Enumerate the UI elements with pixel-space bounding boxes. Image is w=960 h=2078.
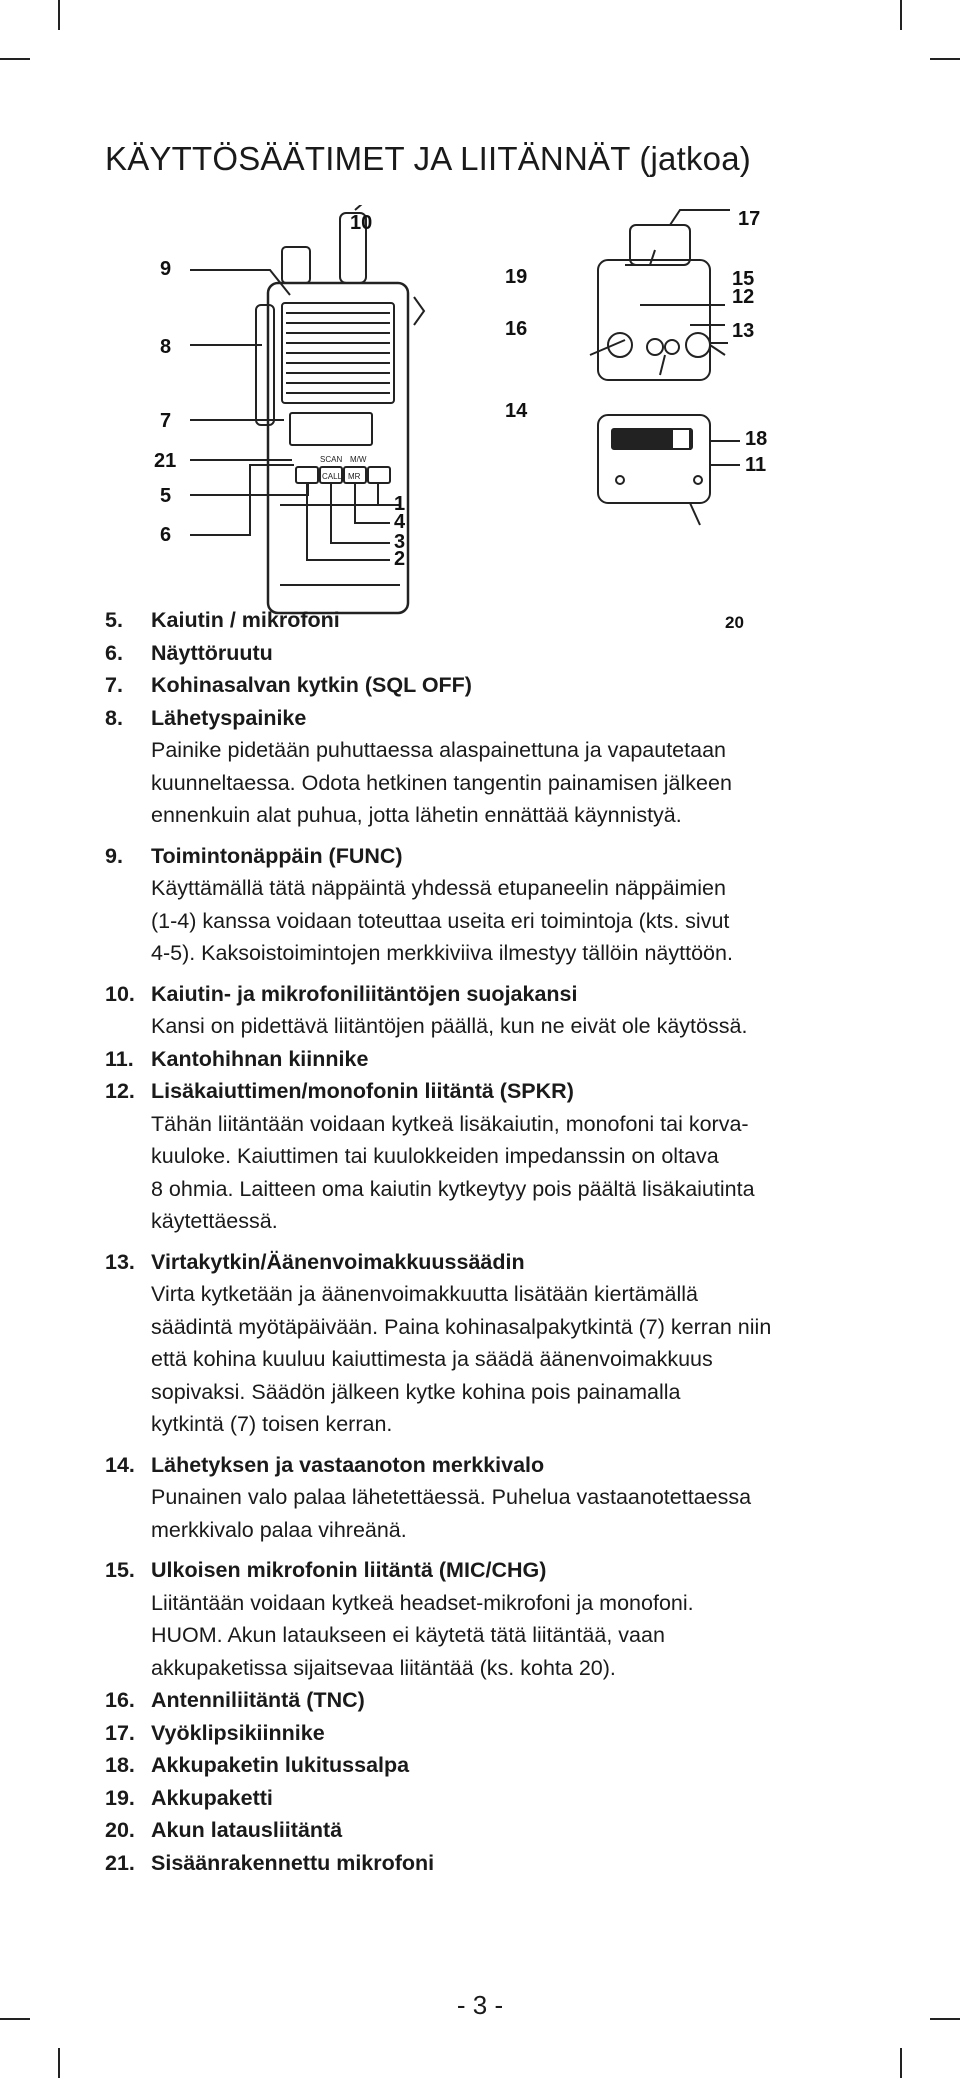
item-number: 16. xyxy=(105,1688,135,1712)
item-description-line: Punainen valo palaa lähetettäessä. Puhelua vastaanotettaessa xyxy=(151,1485,752,1509)
item-heading: Akun latausliitäntä xyxy=(151,1818,343,1842)
item-body xyxy=(151,1554,875,1684)
item-description-line: akkupaketissa sijaitsevaa liitäntää (ks. kohta 20). xyxy=(151,1655,616,1680)
item-number: 9. xyxy=(105,843,123,868)
item-heading: Akkupaketin lukitussalpa xyxy=(151,1753,410,1777)
item-body xyxy=(151,1814,875,1847)
item-number: 7. xyxy=(105,673,123,697)
crop-mark xyxy=(58,2048,60,2078)
callout-18: 18 xyxy=(745,428,768,450)
item-number: 5. xyxy=(105,608,123,632)
item-number: 14. xyxy=(105,1452,135,1477)
callout-11: 11 xyxy=(745,454,767,476)
item-body xyxy=(151,702,875,832)
list-item xyxy=(105,1684,875,1717)
callout-2: 2 xyxy=(394,548,406,570)
item-description-line: 4-5). Kaksoistoimintojen merkkiviiva ilmestyy tällöin näyttöön. xyxy=(151,941,733,965)
list-item xyxy=(105,1749,875,1782)
callout-15: 15 xyxy=(732,268,755,290)
controls-list xyxy=(105,604,875,1879)
list-item xyxy=(105,637,875,670)
callout-21: 21 xyxy=(154,450,177,472)
callout-7: 7 xyxy=(160,410,172,432)
list-item xyxy=(105,1554,875,1684)
list-item xyxy=(105,1847,875,1880)
item-heading: Lähetyspainike xyxy=(151,705,307,730)
radio-diagram xyxy=(150,205,860,645)
item-body xyxy=(151,1449,875,1547)
item-description-line: merkkivalo palaa vihreänä. xyxy=(151,1517,407,1542)
item-body xyxy=(151,637,875,670)
item-description-line: HUOM. Akun lataukseen ei käytetä tätä liitäntää, vaan xyxy=(151,1623,665,1647)
item-body xyxy=(151,1075,875,1238)
left-knob xyxy=(282,247,310,283)
radio-top-view xyxy=(598,260,710,380)
callout-20: 20 xyxy=(725,613,744,632)
item-heading: Kohinasalvan kytkin (SQL OFF) xyxy=(151,673,472,697)
crop-mark xyxy=(900,0,902,30)
item-heading: Toimintonäppäin (FUNC) xyxy=(151,843,403,868)
crop-mark xyxy=(930,58,960,60)
item-body xyxy=(151,1717,875,1750)
item-body xyxy=(151,1684,875,1717)
item-description-line: käytettäessä. xyxy=(151,1209,278,1233)
item-description-line: sopivaksi. Säädön jälkeen kytke kohina pois painamalla xyxy=(151,1379,681,1404)
list-item xyxy=(105,978,875,1043)
item-number: 15. xyxy=(105,1558,135,1582)
item-number: 12. xyxy=(105,1079,135,1103)
callout-9: 9 xyxy=(160,258,172,280)
display xyxy=(290,413,372,445)
item-description-line: Virta kytketään ja äänenvoimakkuutta lisätään kiertämällä xyxy=(151,1282,698,1306)
item-description-line: Painike pidetään puhuttaessa alaspainettuna ja vapautetaan xyxy=(151,738,726,762)
callout-19: 19 xyxy=(505,266,528,288)
item-heading: Lähetyksen ja vastaanoton merkkivalo xyxy=(151,1452,545,1477)
item-description-line: että kohina kuuluu kaiuttimesta ja säädä äänenvoimakkuus xyxy=(151,1347,713,1371)
list-item xyxy=(105,1043,875,1076)
crop-mark xyxy=(58,0,60,30)
item-heading: Virtakytkin/Äänenvoimakkuussäädin xyxy=(151,1249,525,1274)
list-item xyxy=(105,1782,875,1815)
item-number: 13. xyxy=(105,1249,135,1274)
page-number: - 3 - xyxy=(456,1990,504,2020)
callout-12: 12 xyxy=(732,286,755,308)
item-description-line: säädintä myötäpäivään. Paina kohinasalpakytkintä (7) kerran niin xyxy=(151,1314,772,1339)
callout-5: 5 xyxy=(160,485,172,507)
item-body xyxy=(151,604,875,637)
callout-6: 6 xyxy=(160,524,172,546)
callout-13: 13 xyxy=(732,320,755,342)
item-heading: Kaiutin- ja mikrofoniliitäntöjen suojakansi xyxy=(151,981,578,1006)
item-description-line: kuunneltaessa. Odota hetkinen tangentin painamisen jälkeen xyxy=(151,770,732,795)
item-number: 18. xyxy=(105,1753,135,1777)
list-item xyxy=(105,840,875,970)
crop-mark xyxy=(900,2048,902,2078)
callout-1: 1 xyxy=(394,493,406,515)
item-heading: Ulkoisen mikrofonin liitäntä (MIC/CHG) xyxy=(151,1558,547,1582)
item-heading: Kantohihnan kiinnike xyxy=(151,1046,369,1071)
item-body xyxy=(151,1246,875,1441)
item-heading: Lisäkaiuttimen/monofonin liitäntä (SPKR) xyxy=(151,1079,574,1103)
item-heading: Näyttöruutu xyxy=(151,640,273,665)
crop-mark xyxy=(0,58,30,60)
item-heading: Antenniliitäntä (TNC) xyxy=(151,1688,365,1712)
callout-17: 17 xyxy=(738,208,761,230)
item-body xyxy=(151,1782,875,1815)
list-item xyxy=(105,1717,875,1750)
item-body xyxy=(151,840,875,970)
volume-knob xyxy=(686,333,710,357)
item-body xyxy=(151,978,875,1043)
item-number: 21. xyxy=(105,1850,135,1875)
item-description-line: ennenkuin alat puhua, jotta lähetin ennättää käynnistyä. xyxy=(151,803,682,827)
callout-10: 10 xyxy=(350,212,373,234)
item-number: 17. xyxy=(105,1720,135,1745)
item-body xyxy=(151,1043,875,1076)
callout-16: 16 xyxy=(505,318,528,340)
item-description-line: Kansi on pidettävä liitäntöjen päällä, kun ne eivät ole käytössä. xyxy=(151,1014,748,1038)
list-item xyxy=(105,604,875,637)
item-heading: Sisäänrakennettu mikrofoni xyxy=(151,1850,435,1875)
item-description-line: kuuloke. Kaiuttimen tai kuulokkeiden impedanssin on oltava xyxy=(151,1144,719,1168)
keypad-label-scan: SCAN xyxy=(320,455,343,464)
item-number: 19. xyxy=(105,1785,135,1810)
callout-8: 8 xyxy=(160,336,172,358)
page-title: KÄYTTÖSÄÄTIMET JA LIITÄNNÄT (jatkoa) xyxy=(105,140,751,177)
list-item xyxy=(105,1449,875,1547)
item-description-line: 8 ohmia. Laitteen oma kaiutin kytkeytyy pois päältä lisäkaiutinta xyxy=(151,1176,755,1201)
item-number: 6. xyxy=(105,640,123,665)
item-description-line: Tähän liitäntään voidaan kytkeä lisäkaiutin, monofoni tai korva- xyxy=(151,1111,749,1136)
callout-14: 14 xyxy=(505,400,528,422)
list-item xyxy=(105,669,875,702)
list-item xyxy=(105,1075,875,1238)
item-heading: Akkupaketti xyxy=(151,1785,273,1810)
keypad-label-mw: M/W xyxy=(350,455,367,464)
keypad-label-mr: MR xyxy=(348,472,361,481)
callout-4: 4 xyxy=(394,511,406,533)
item-body xyxy=(151,1847,875,1880)
item-heading: Vyöklipsikiinnike xyxy=(151,1720,325,1745)
list-item xyxy=(105,1814,875,1847)
item-number: 8. xyxy=(105,705,123,730)
keypad-label-call: CALL xyxy=(322,472,343,481)
item-body xyxy=(151,669,875,702)
item-heading: Kaiutin / mikrofoni xyxy=(151,608,340,632)
callout-3: 3 xyxy=(394,531,406,553)
item-body xyxy=(151,1749,875,1782)
item-number: 20. xyxy=(105,1818,135,1842)
item-description-line: (1-4) kanssa voidaan toteuttaa useita eri toimintoja (kts. sivut xyxy=(151,908,730,933)
item-number: 11. xyxy=(105,1046,134,1071)
item-description-line: Käyttämällä tätä näppäintä yhdessä etupaneelin näppäimien xyxy=(151,876,726,900)
item-number: 10. xyxy=(105,981,135,1006)
item-description-line: kytkintä (7) toisen kerran. xyxy=(151,1412,393,1436)
item-description-line: Liitäntään voidaan kytkeä headset-mikrofoni ja monofoni. xyxy=(151,1590,694,1615)
list-item xyxy=(105,1246,875,1441)
list-item xyxy=(105,702,875,832)
